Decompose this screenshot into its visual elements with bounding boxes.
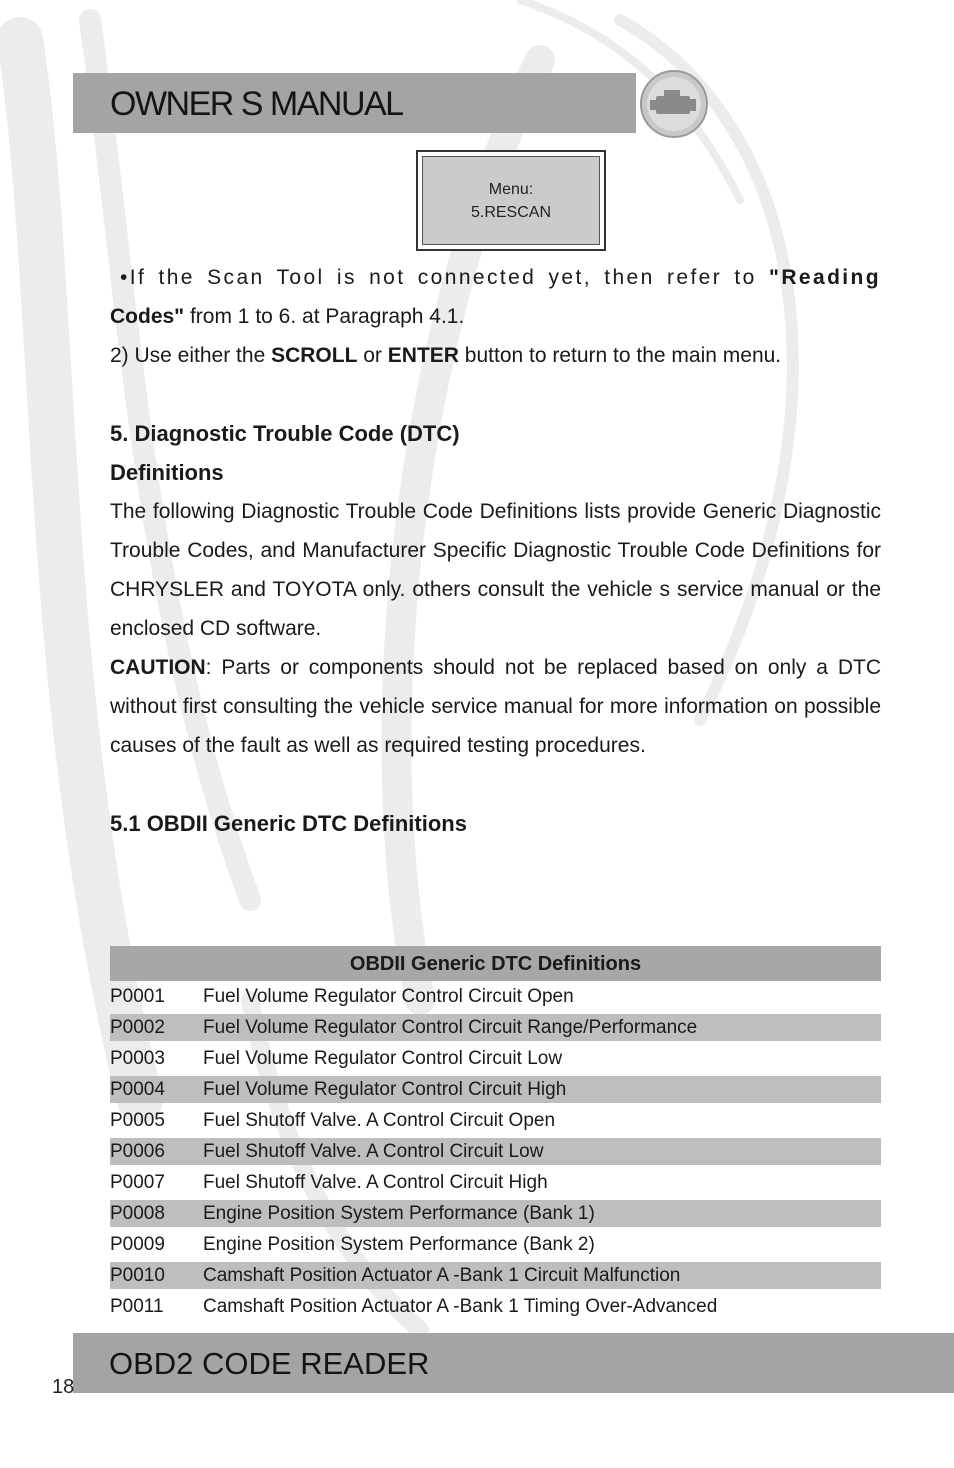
reading-codes-ref-part2: Codes" [110,305,185,328]
dtc-code: P0002 [110,1016,165,1038]
lcd-line-menu: Menu: [488,180,534,198]
dtc-description: Camshaft Position Actuator A -Bank 1 Circuit Malfunction [203,1264,681,1286]
dtc-description: Fuel Shutoff Valve. A Control Circuit Low [203,1140,544,1162]
dtc-code: P0004 [110,1078,165,1100]
table-row [110,1105,881,1136]
page-number: 18 [52,1376,75,1398]
table-row [110,1076,881,1103]
bullet-tail: from 1 to 6. at Paragraph 4.1. [184,305,465,328]
table-row [110,1262,881,1289]
section-5-title-line2: Definitions [110,460,224,485]
dtc-code: P0003 [110,1047,165,1069]
bullet-marker: • [120,266,130,289]
bullet-continuation [110,297,881,336]
table-row [110,1043,881,1074]
dtc-description: Camshaft Position Actuator A -Bank 1 Timing Over-Advanced [203,1295,718,1317]
table-row [110,1200,881,1227]
engine-icon [638,70,710,138]
dtc-table [110,946,881,1322]
dtc-description: Fuel Volume Regulator Control Circuit Low [203,1047,563,1069]
section-5-paragraph: The following Diagnostic Trouble Code Definitions lists provide Generic Diagnostic Trouble Codes, and Manufacturer Specific Diagnostic Trouble Code Definitions for CHRYSLER and TOYOTA only. others consult the vehicle s service manual or the enclosed CD software. [110,500,881,640]
dtc-code: P0007 [110,1171,165,1193]
dtc-description: Fuel Volume Regulator Control Circuit High [203,1078,567,1100]
section-5-1-title: 5.1 OBDII Generic DTC Definitions [110,811,467,836]
dtc-code: P0011 [110,1295,164,1317]
table-row [110,1229,881,1260]
table-row [110,1291,881,1322]
caution-paragraph [110,648,881,765]
table-row [110,1167,881,1198]
dtc-code: P0008 [110,1202,165,1224]
lcd-display [416,150,606,251]
dtc-code: P0010 [110,1264,165,1286]
dtc-description: Fuel Shutoff Valve. A Control Circuit Open [203,1109,556,1131]
footer-bar [73,1333,954,1393]
header-bar [73,73,636,133]
step-2-prefix: 2) Use either the [110,344,272,367]
dtc-description: Fuel Volume Regulator Control Circuit Open [203,985,574,1007]
step-2-or: or [357,344,388,367]
bullet-text: If the Scan Tool is not connected yet, then refer to [129,266,757,289]
dtc-code: P0001 [110,985,165,1007]
dtc-code: P0006 [110,1140,165,1162]
body-content [110,258,881,843]
caution-label: CAUTION [110,656,206,679]
dtc-description: Engine Position System Performance (Bank 1) [203,1202,595,1224]
step-2-tail: button to return to the main menu. [458,344,782,367]
section-5-title-line1: 5. Diagnostic Trouble Code (DTC) [110,421,460,446]
table-row [110,981,881,1012]
footer-title: OBD2 CODE READER [109,1346,430,1381]
dtc-table-header: OBDII Generic DTC Definitions [110,946,881,981]
dtc-code: P0009 [110,1233,165,1255]
enter-keyword: ENTER [387,344,459,367]
step-2 [110,336,881,375]
table-row [110,1138,881,1165]
lcd-line-rescan: 5.RESCAN [470,203,552,221]
dtc-code: P0005 [110,1109,165,1131]
lcd-screen [422,156,600,245]
header-title: OWNER S MANUAL [110,85,403,123]
caution-text: : Parts or components should not be replaced based on only a DTC without first consulting the vehicle service manual for more information on possible causes of the fault as well as required testing procedures. [110,656,881,757]
dtc-description: Engine Position System Performance (Bank 2) [203,1233,595,1255]
dtc-description: Fuel Shutoff Valve. A Control Circuit High [203,1171,548,1193]
table-row [110,1014,881,1041]
scroll-keyword: SCROLL [271,344,358,367]
reading-codes-ref-part1: "Reading [768,266,881,289]
bullet-line [110,258,881,297]
dtc-description: Fuel Volume Regulator Control Circuit Range/Performance [203,1016,698,1038]
